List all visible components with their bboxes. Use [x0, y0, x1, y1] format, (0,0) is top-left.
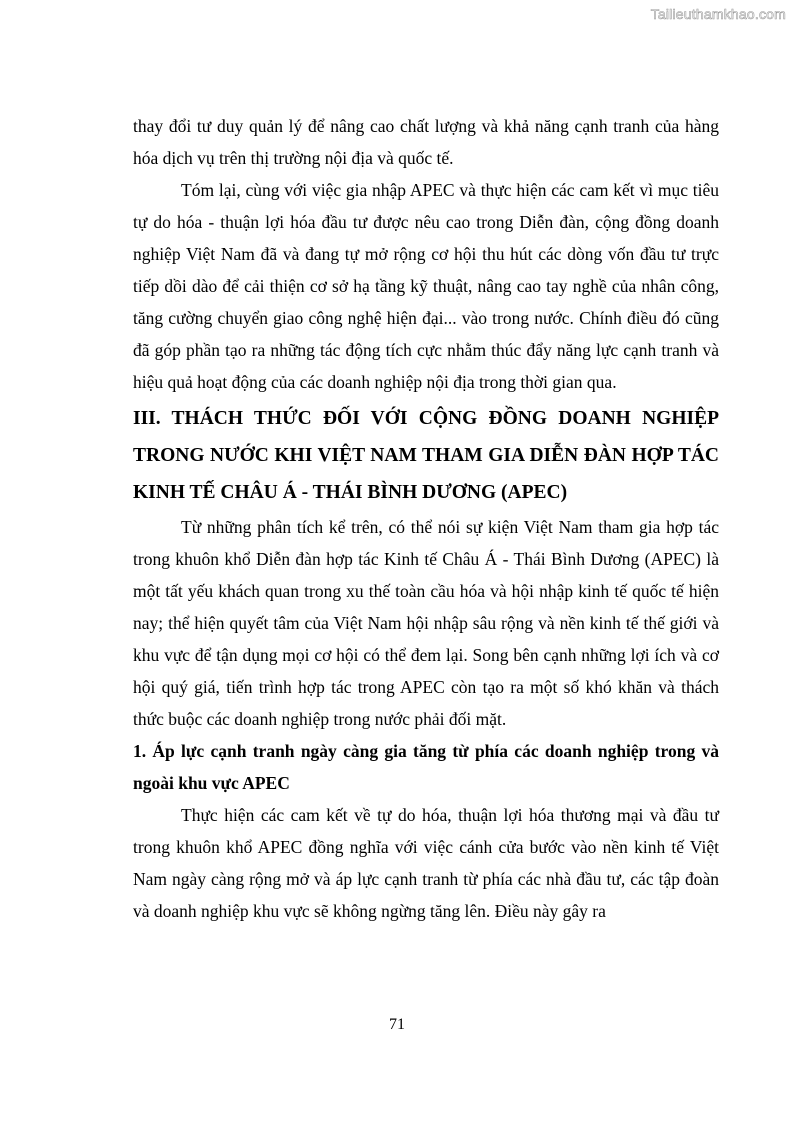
page-body [133, 110, 719, 927]
page-number: 71 [389, 1016, 405, 1033]
paragraph-continued: thay đổi tư duy quản lý để nâng cao chất lượng và khả năng cạnh tranh của hàng hóa dịch vụ trên thị trường nội địa và quốc tế. [133, 116, 719, 168]
watermark: Tailieuthamkhao.com [650, 6, 786, 22]
section-heading-iii: III. THÁCH THỨC ĐỐI VỚI CỘNG ĐỒNG DOANH NGHIỆP TRONG NƯỚC KHI VIỆT NAM THAM GIA DIỄN ĐÀN HỢP TÁC KINH TẾ CHÂU Á - THÁI BÌNH DƯƠNG (APEC) [133, 408, 719, 503]
paragraph-intro: Từ những phân tích kể trên, có thể nói sự kiện Việt Nam tham gia hợp tác trong khuôn khổ Diễn đàn hợp tác Kinh tế Châu Á - Thái Bình Dương (APEC) là một tất yếu khách quan trong xu thế toàn cầu hóa và hội nhập kinh tế quốc tế hiện nay; thể hiện quyết tâm của Việt Nam hội nhập sâu rộng và nền kinh tế thế giới và khu vực để tận dụng mọi cơ hội có thể đem lại. Song bên cạnh những lợi ích và cơ hội quý giá, tiến trình hợp tác trong APEC còn tạo ra một số khó khăn và thách thức buộc các doanh nghiệp trong nước phải đối mặt. [133, 517, 719, 729]
paragraph-summary: Tóm lại, cùng với việc gia nhập APEC và thực hiện các cam kết vì mục tiêu tự do hóa - thuận lợi hóa đầu tư được nêu cao trong Diễn đàn, cộng đồng doanh nghiệp Việt Nam đã và đang tự mở rộng cơ hội thu hút các dòng vốn đầu tư trực tiếp dồi dào để cải thiện cơ sở hạ tầng kỹ thuật, nâng cao tay nghề của nhân công, tăng cường chuyển giao công nghệ hiện đại... vào trong nước. Chính điều đó cũng đã góp phần tạo ra những tác động tích cực nhằm thúc đẩy năng lực cạnh tranh và hiệu quả hoạt động của các doanh nghiệp nội địa trong thời gian qua. [133, 180, 719, 392]
paragraph-pressure: Thực hiện các cam kết về tự do hóa, thuận lợi hóa thương mại và đầu tư trong khuôn khổ APEC đồng nghĩa với việc cánh cửa bước vào nền kinh tế Việt Nam ngày càng rộng mở và áp lực cạnh tranh từ phía các nhà đầu tư, các tập đoàn và doanh nghiệp khu vực sẽ không ngừng tăng lên. Điều này gây ra [133, 805, 719, 921]
subsection-heading-1: 1. Áp lực cạnh tranh ngày càng gia tăng từ phía các doanh nghiệp trong và ngoài khu vực APEC [133, 741, 719, 793]
